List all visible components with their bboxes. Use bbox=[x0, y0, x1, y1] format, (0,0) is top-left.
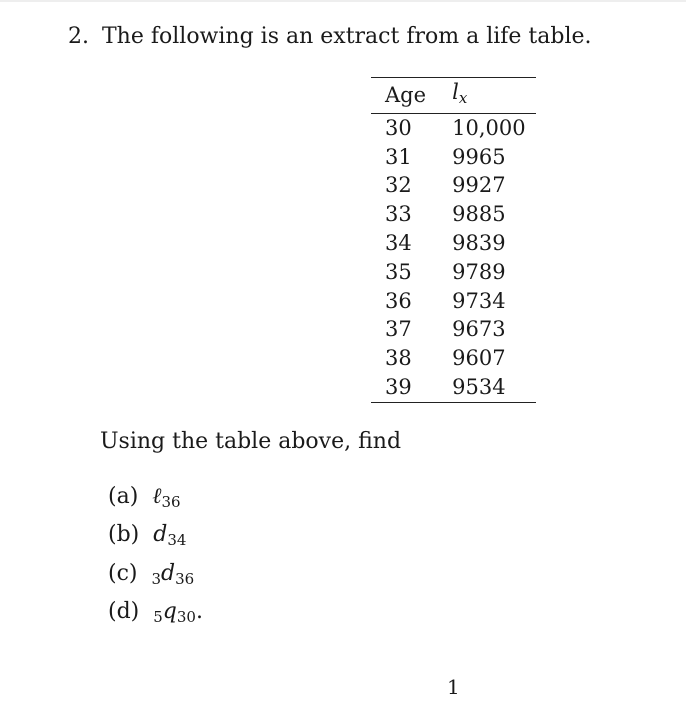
age-cell: 39 bbox=[371, 373, 432, 402]
age-cell: 37 bbox=[385, 317, 412, 342]
top-divider bbox=[0, 0, 686, 2]
lx-cell: 9607 bbox=[452, 346, 506, 371]
part-expression bbox=[152, 561, 195, 586]
table-row bbox=[371, 143, 536, 172]
lx-cell: 9534 bbox=[432, 373, 536, 402]
table-row bbox=[371, 287, 536, 316]
question-number: 2. bbox=[68, 24, 89, 49]
part-subscript: 30 bbox=[176, 608, 196, 626]
table-row bbox=[371, 113, 536, 142]
table-row bbox=[371, 229, 536, 258]
table-row bbox=[371, 258, 536, 287]
part-expression bbox=[153, 599, 203, 624]
table-row bbox=[371, 315, 536, 344]
table-row bbox=[371, 171, 536, 200]
part-symbol: d bbox=[161, 561, 176, 586]
table-header-row bbox=[371, 78, 536, 114]
lx-cell: 9839 bbox=[452, 230, 506, 255]
part-expression bbox=[153, 522, 186, 547]
table-row bbox=[371, 344, 536, 373]
age-cell: 38 bbox=[385, 346, 412, 371]
part-subscript: 36 bbox=[175, 570, 195, 588]
age-cell: 30 bbox=[385, 115, 412, 140]
lx-cell: 10,000 bbox=[452, 115, 526, 140]
lx-cell: 9789 bbox=[452, 259, 506, 284]
part-subscript: 36 bbox=[161, 493, 181, 511]
question-heading bbox=[68, 24, 592, 50]
question-part bbox=[108, 484, 181, 515]
part-symbol: d bbox=[153, 522, 168, 547]
age-cell: 36 bbox=[385, 288, 412, 313]
lx-subscript: x bbox=[458, 89, 468, 107]
lx-cell: 9965 bbox=[452, 144, 506, 169]
instruction-text: Using the table above, find bbox=[100, 429, 402, 454]
life-table bbox=[371, 77, 536, 403]
lx-cell: 9673 bbox=[452, 317, 506, 342]
page-number: 1 bbox=[447, 675, 460, 699]
part-prefix: 5 bbox=[153, 608, 163, 626]
age-cell: 35 bbox=[385, 259, 412, 284]
age-cell: 33 bbox=[385, 202, 412, 227]
part-label: (c) bbox=[108, 561, 138, 586]
part-expression bbox=[152, 484, 180, 509]
part-suffix: . bbox=[195, 599, 203, 624]
header-age: Age bbox=[385, 83, 427, 107]
question-part bbox=[108, 522, 186, 553]
table-row bbox=[371, 373, 536, 402]
part-prefix: 3 bbox=[151, 570, 162, 588]
lx-cell: 9927 bbox=[452, 173, 506, 198]
part-symbol: ℓ bbox=[152, 484, 162, 509]
lx-cell: 9885 bbox=[452, 202, 506, 227]
question-part bbox=[108, 561, 194, 592]
table-row bbox=[371, 200, 536, 229]
age-cell: 32 bbox=[385, 173, 412, 198]
header-lx bbox=[432, 78, 536, 114]
part-symbol: q bbox=[162, 599, 177, 624]
part-label: (b) bbox=[108, 522, 140, 547]
part-label: (d) bbox=[108, 599, 140, 624]
lx-symbol: l bbox=[452, 80, 459, 104]
part-label: (a) bbox=[108, 484, 139, 509]
question-text: The following is an extract from a life table. bbox=[102, 24, 592, 49]
question-part bbox=[108, 599, 203, 630]
part-subscript: 34 bbox=[167, 531, 187, 549]
age-cell: 31 bbox=[385, 144, 412, 169]
lx-cell: 9734 bbox=[452, 288, 506, 313]
age-cell: 34 bbox=[385, 230, 412, 255]
